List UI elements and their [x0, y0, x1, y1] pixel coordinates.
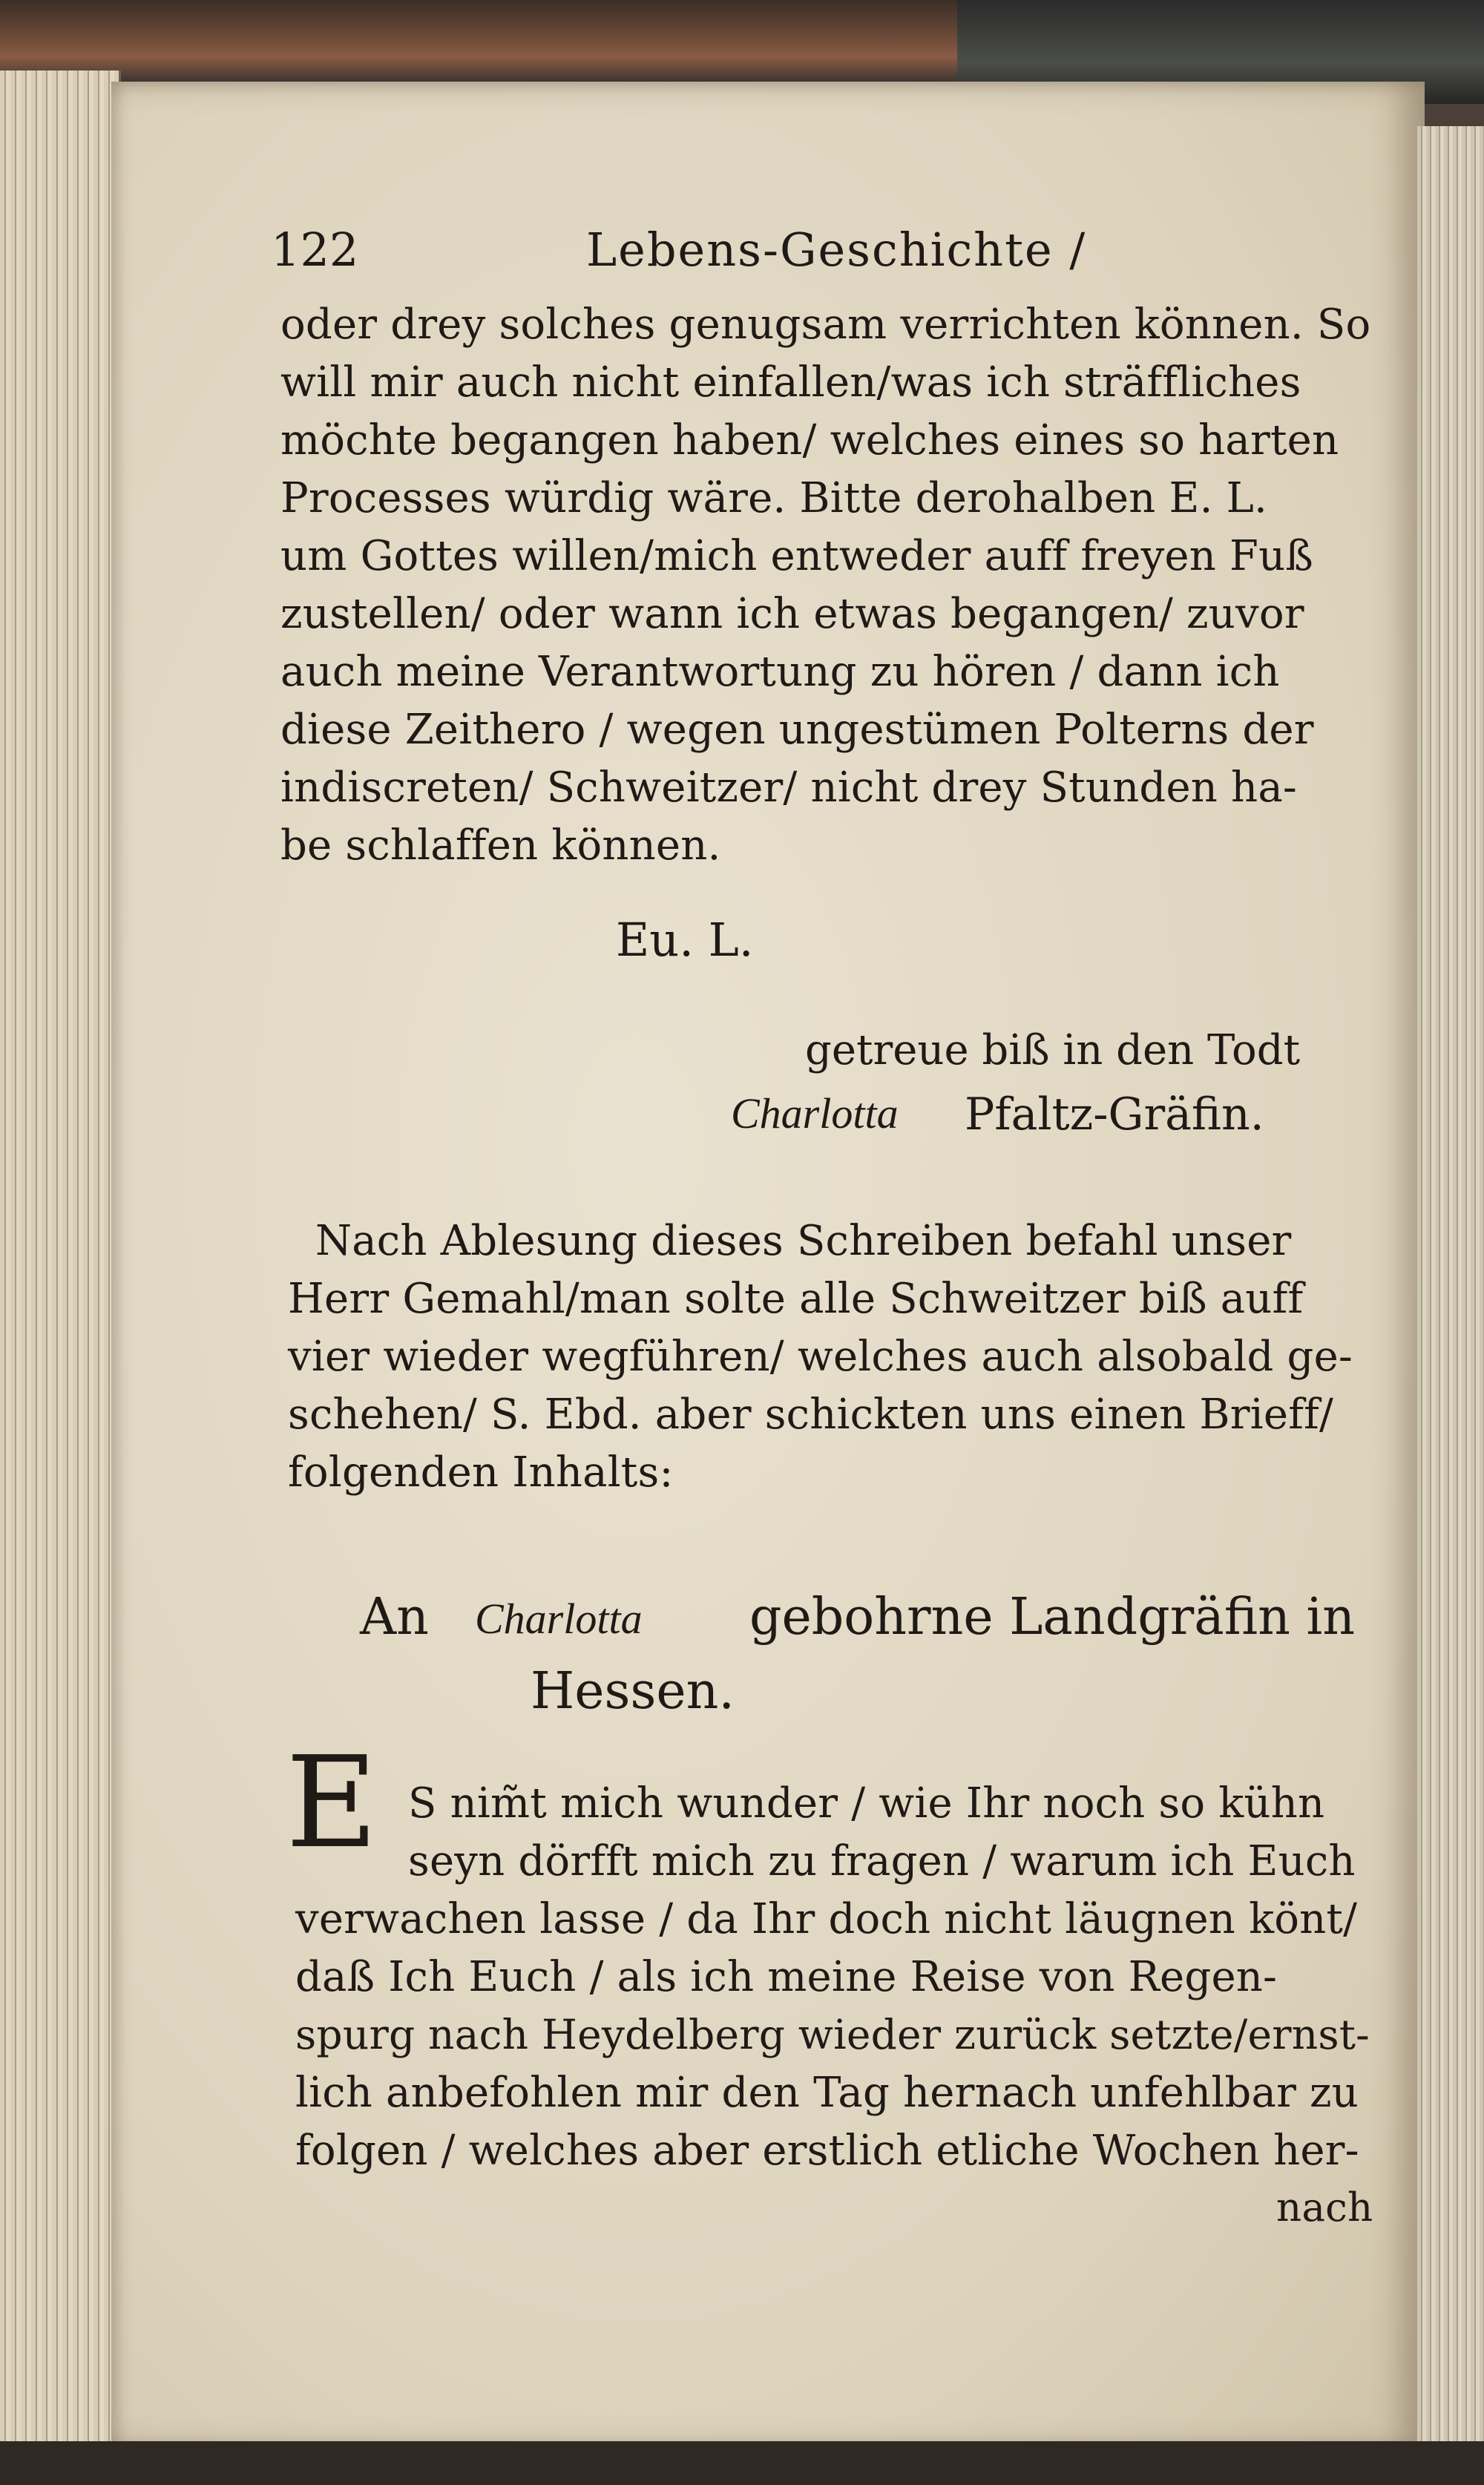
text-line: verwachen lasse / da Ihr doch nicht läugnen könt/ [295, 1895, 1358, 1943]
text-line: seyn dörfft mich zu fragen / warum ich Euch [408, 1837, 1356, 1885]
text-line: oder drey solches genugsam verrichten können. So [280, 301, 1371, 349]
text-line: schehen/ S. Ebd. aber schickten uns einen Brieff/ [288, 1391, 1334, 1439]
text-line: auch meine Verantwortung zu hören / dann ich [280, 648, 1280, 696]
text-line: folgen / welches aber erstlich etliche Wochen her- [295, 2127, 1359, 2175]
text-line: vier wieder wegführen/ welches auch alsobald ge- [288, 1333, 1353, 1381]
text-line: zustellen/ oder wann ich etwas begangen/ zuvor [280, 590, 1304, 638]
text-line: um Gottes willen/mich entweder auff freyen Fuß [280, 532, 1313, 580]
left-page-stack [0, 70, 121, 2452]
bottom-background [0, 2441, 1484, 2485]
text-line: Processes würdig wäre. Bitte derohalben E. L. [280, 474, 1268, 522]
text-line: will mir auch nicht einfallen/was ich sträffliches [280, 358, 1301, 407]
closing-salutation: Eu. L. [616, 913, 754, 967]
letter-heading-text: gebohrne Landgräfin in [749, 1588, 1356, 1647]
running-head: Lebens-Geschichte / [586, 223, 1087, 277]
text-line: daß Ich Euch / als ich meine Reise von Regen- [295, 1953, 1278, 2001]
text-line: indiscreten/ Schweitzer/ nicht drey Stunden ha- [280, 764, 1298, 812]
text-line: folgenden Inhalts: [288, 1448, 674, 1497]
drop-cap: E [286, 1730, 378, 1877]
text-line: spurg nach Heydelberg wieder zurück setzte/ernst- [295, 2011, 1370, 2058]
text-line: möchte begangen haben/ welches eines so harten [280, 416, 1339, 464]
text-line: S nim̃t mich wunder / wie Ihr noch so kühn [408, 1779, 1325, 1828]
closing-line: getreue biß in den Todt [805, 1026, 1301, 1074]
signature-name: Charlotta [731, 1089, 899, 1138]
catchword: nach [1276, 2185, 1373, 2230]
letter-heading-line2: Hessen. [531, 1662, 735, 1721]
right-page-edges [1417, 126, 1484, 2485]
page-number: 122 [271, 223, 359, 277]
text-line: Herr Gemahl/man solte alle Schweitzer biß auff [288, 1275, 1304, 1323]
text-line: diese Zeithero / wegen ungestümen Polterns der [280, 706, 1314, 754]
text-line: be schlaffen können. [280, 821, 721, 870]
signature-title: Pfaltz-Gräfin. [965, 1089, 1264, 1140]
text-line: Nach Ablesung dieses Schreiben befahl unser [315, 1217, 1292, 1265]
letter-heading-name: Charlotta [475, 1595, 643, 1643]
letter-heading-prefix: An [360, 1588, 429, 1647]
text-line: lich anbefohlen mir den Tag hernach unfehlbar zu [295, 2069, 1359, 2117]
